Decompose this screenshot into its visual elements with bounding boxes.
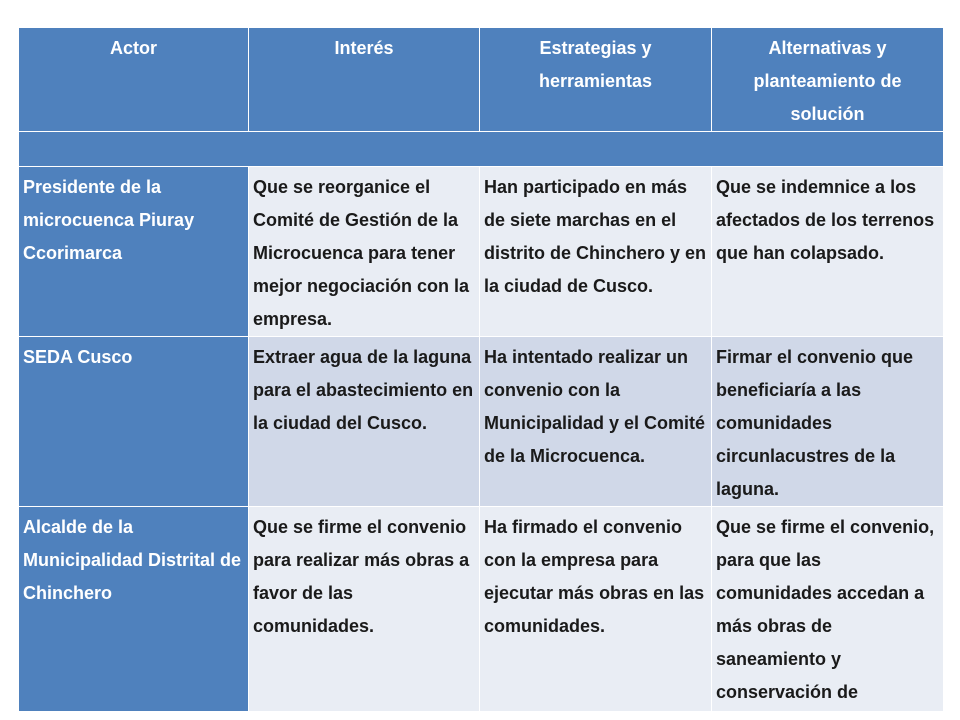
actor-cell: SEDA Cusco xyxy=(19,337,249,507)
alternativas-cell: Firmar el convenio que beneficiaría a las comunidades circunlacustres de la laguna. xyxy=(712,337,944,507)
header-interes: Interés xyxy=(249,28,480,132)
estrategias-cell: Ha firmado el convenio con la empresa para ejecutar más obras en las comunidades. xyxy=(480,507,712,712)
spacer-row xyxy=(19,132,944,167)
alternativas-cell: Que se firme el convenio, para que las comunidades accedan a más obras de saneamiento y conservación de xyxy=(712,507,944,712)
table-row xyxy=(19,337,944,507)
table-row xyxy=(19,167,944,337)
header-alternativas: Alternativas y planteamiento de solución xyxy=(712,28,944,132)
interes-cell: Que se firme el convenio para realizar más obras a favor de las comunidades. xyxy=(249,507,480,712)
actor-cell: Presidente de la microcuenca Piuray Ccorimarca xyxy=(19,167,249,337)
header-row xyxy=(19,28,944,132)
estrategias-cell: Ha intentado realizar un convenio con la Municipalidad y el Comité de la Microcuenca. xyxy=(480,337,712,507)
actor-cell: Alcalde de la Municipalidad Distrital de Chinchero xyxy=(19,507,249,712)
interes-cell: Extraer agua de la laguna para el abastecimiento en la ciudad del Cusco. xyxy=(249,337,480,507)
stakeholder-table xyxy=(18,27,944,712)
interes-cell: Que se reorganice el Comité de Gestión de la Microcuenca para tener mejor negociación con la empresa. xyxy=(249,167,480,337)
table-row xyxy=(19,507,944,712)
spacer-cell xyxy=(19,132,944,167)
alternativas-cell: Que se indemnice a los afectados de los terrenos que han colapsado. xyxy=(712,167,944,337)
header-estrategias: Estrategias y herramientas xyxy=(480,28,712,132)
estrategias-cell: Han participado en más de siete marchas en el distrito de Chinchero y en la ciudad de Cusco. xyxy=(480,167,712,337)
header-actor: Actor xyxy=(19,28,249,132)
